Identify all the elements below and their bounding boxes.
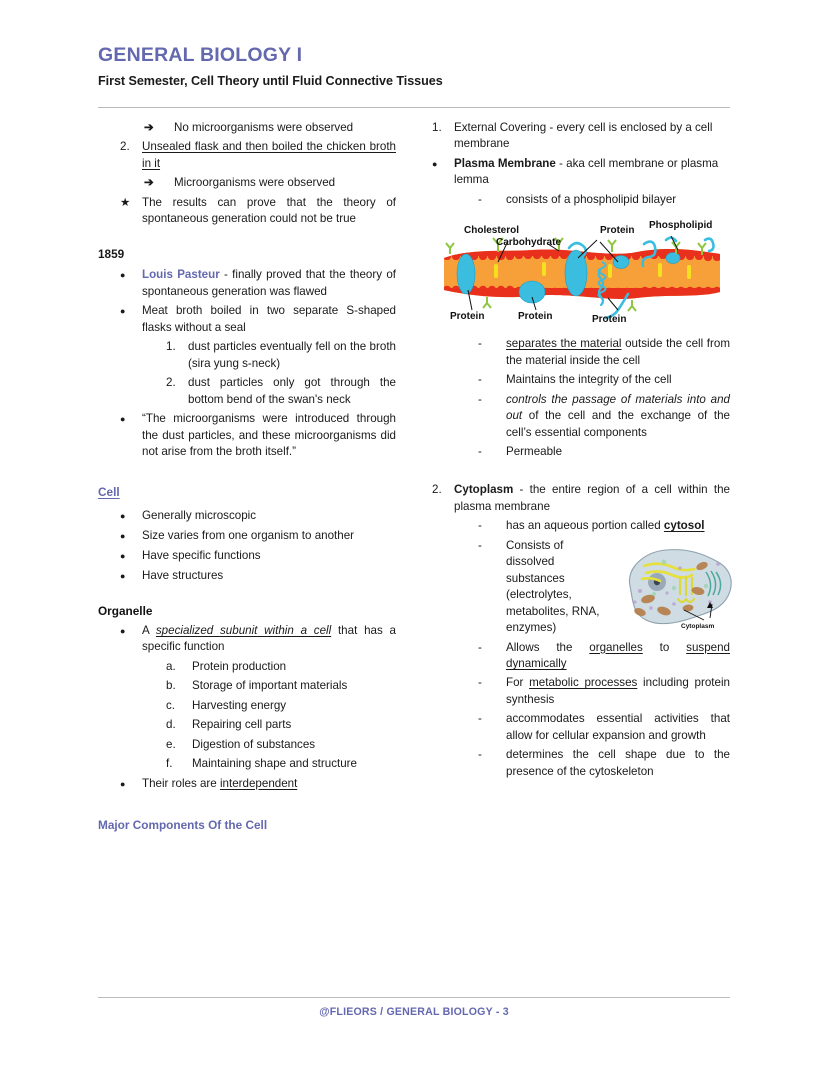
term-definition: - the entire region of a cell within the plasma membrane xyxy=(454,483,730,513)
list-item-label: dust particles only got through the bottom bend of the swan's neck xyxy=(188,376,396,406)
phospholipid-bilayer-figure xyxy=(432,218,730,330)
highlighted-term: Louis Pasteur xyxy=(142,268,220,282)
list-item-label: accommodates essential activities that allow for cellular expansion and growth xyxy=(506,712,730,742)
list-item xyxy=(120,139,396,172)
page-title: GENERAL BIOLOGY I xyxy=(98,44,303,66)
term-suspend-dynamically: suspend dynamically xyxy=(506,640,730,670)
list-item-label: Protein production xyxy=(192,659,287,673)
bullet-icon: ● xyxy=(120,551,126,562)
list-item-label: Harvesting energy xyxy=(192,698,287,712)
list-item-label: consists of a phospholipid bilayer xyxy=(506,192,677,206)
list-item xyxy=(166,375,396,408)
list-marker: b. xyxy=(166,679,176,693)
list-item-label: Have structures xyxy=(142,569,224,583)
bullet-icon: ● xyxy=(120,531,126,542)
list-marker: 1. xyxy=(432,121,442,134)
roles-prefix: Their roles are xyxy=(142,776,220,790)
list-item-label: Permeable xyxy=(506,444,563,458)
item-middle: to xyxy=(642,640,687,654)
list-item xyxy=(166,339,396,372)
list-item-label: No microorganisms were observed xyxy=(174,121,354,134)
list-item xyxy=(120,303,396,336)
list-item xyxy=(432,482,730,515)
list-item xyxy=(144,120,396,136)
list-item xyxy=(432,156,730,189)
dash-icon: - xyxy=(478,373,482,387)
list-marker: 2. xyxy=(120,140,130,154)
list-item xyxy=(478,392,730,441)
list-item-label xyxy=(142,776,396,792)
bilayer-label-protein-bottom: Protein xyxy=(592,314,627,326)
list-item-label: Maintaining shape and structure xyxy=(192,757,357,771)
list-item xyxy=(478,372,730,388)
bullet-icon: ● xyxy=(120,625,126,636)
list-item-label: Storage of important materials xyxy=(192,679,348,693)
bullet-icon: ● xyxy=(120,778,126,789)
bilayer-label-protein-left: Protein xyxy=(450,311,485,323)
bilayer-label-phospholipid: Phospholipid xyxy=(649,220,713,232)
list-item xyxy=(478,444,730,460)
list-item xyxy=(478,538,614,637)
dash-icon: - xyxy=(478,519,482,533)
quote-text: “The microorganisms were introduced through the dust particles, and these microorganisms did not arise from the broth itself.” xyxy=(142,412,396,458)
bullet-icon: ● xyxy=(120,306,126,317)
term-cytoplasm: Cytoplasm xyxy=(454,483,514,497)
list-item-label xyxy=(506,518,730,534)
list-marker: 2. xyxy=(166,376,176,390)
list-item xyxy=(478,336,730,369)
list-item-label xyxy=(454,156,730,189)
definition-emphasis: specialized subunit within a cell xyxy=(155,623,332,637)
section-heading-organelle: Organelle xyxy=(98,604,153,619)
list-item-label: Unsealed flask and then boiled the chicken broth in it xyxy=(142,140,396,170)
function-text: of the cell and the exchange of the cell’s essential components xyxy=(506,409,730,439)
term-definition: - aka cell membrane or plasma lemma xyxy=(454,156,719,187)
list-item xyxy=(166,698,396,714)
list-item-label xyxy=(506,336,730,369)
list-item xyxy=(120,195,396,228)
list-item-label: Consists of dissolved substances (electrolytes, metabolites, RNA, enzymes) xyxy=(506,538,600,635)
definition-suffix: that has a specific function xyxy=(142,623,396,654)
list-item-label: The results can prove that the theory of spontaneous generation could not be true xyxy=(142,195,396,226)
list-item xyxy=(478,711,730,744)
definition-prefix: A xyxy=(142,623,156,637)
list-item-text: - finally proved that the theory of spontaneous generation was flawed xyxy=(142,268,396,298)
bilayer-label-protein-top: Protein xyxy=(600,225,635,237)
list-item xyxy=(478,747,730,780)
list-item xyxy=(478,518,730,534)
bullet-icon: ● xyxy=(432,158,438,169)
term-metabolic-processes: metabolic processes xyxy=(529,676,638,690)
bilayer-label-protein-mid: Protein xyxy=(518,311,553,323)
header-divider xyxy=(98,107,730,108)
list-item-label xyxy=(142,623,396,656)
star-icon: ★ xyxy=(120,195,131,209)
list-item xyxy=(478,192,730,208)
list-marker: d. xyxy=(166,718,176,732)
cell-figure-label: Cytoplasm xyxy=(681,622,715,630)
item-prefix: has an aqueous portion called xyxy=(506,519,664,533)
cytoplasm-figure-wrap xyxy=(432,538,730,637)
cell-diagram-figure xyxy=(618,542,736,634)
list-item-label: External Covering - every cell is enclosed by a cell membrane xyxy=(454,121,713,151)
footer-divider xyxy=(98,997,730,998)
term-organelles: organelles xyxy=(589,640,643,654)
list-item-label: Digestion of substances xyxy=(192,737,316,751)
roles-emphasis: interdependent xyxy=(219,776,298,790)
dash-icon: - xyxy=(478,748,482,762)
term-cytosol: cytosol xyxy=(663,519,705,533)
list-marker: 1. xyxy=(166,340,176,354)
list-item xyxy=(120,776,396,793)
item-suffix: including protein synthesis xyxy=(506,676,730,706)
footer-label: @FLIEORS / GENERAL BIOLOGY - 3 xyxy=(319,1006,509,1018)
list-item xyxy=(478,675,730,708)
bullet-icon: ● xyxy=(120,414,126,425)
list-item-label: Have specific functions xyxy=(142,549,261,563)
dash-icon: - xyxy=(478,712,482,726)
list-item xyxy=(120,528,396,545)
dash-icon: - xyxy=(478,444,482,458)
list-item xyxy=(166,737,396,753)
section-heading-major-components: Major Components Of the Cell xyxy=(98,817,268,832)
list-item-label xyxy=(142,267,396,300)
list-item xyxy=(120,548,396,565)
list-item xyxy=(120,623,396,656)
list-item-label xyxy=(506,640,730,673)
dash-icon: - xyxy=(478,192,482,206)
list-item xyxy=(120,267,396,300)
dash-icon: - xyxy=(478,538,482,552)
term-plasma-membrane: Plasma Membrane xyxy=(454,156,556,170)
list-marker: e. xyxy=(166,737,176,751)
right-column xyxy=(432,120,730,833)
list-item-label: Generally microscopic xyxy=(142,509,257,523)
arrow-icon: ➔ xyxy=(144,121,154,134)
list-item-label: dust particles eventually fell on the broth (sira yung s-neck) xyxy=(188,340,396,370)
bullet-icon: ● xyxy=(120,270,126,281)
bullet-icon: ● xyxy=(120,511,126,522)
list-item xyxy=(120,568,396,585)
list-item xyxy=(120,411,396,460)
year-heading: 1859 xyxy=(98,246,125,261)
list-item xyxy=(120,508,396,525)
list-item-label: Maintains the integrity of the cell xyxy=(506,373,672,387)
item-prefix: For xyxy=(506,676,530,690)
list-marker: 2. xyxy=(432,483,442,497)
list-item-label: Microorganisms were observed xyxy=(174,176,336,190)
content-columns xyxy=(98,120,732,833)
dash-icon: - xyxy=(478,392,482,406)
list-item xyxy=(166,659,396,675)
dash-icon: - xyxy=(478,676,482,690)
list-item-label xyxy=(506,392,730,441)
dash-icon: - xyxy=(478,640,482,654)
list-marker: c. xyxy=(166,698,176,712)
list-item-label: determines the cell shape due to the presence of the cytoskeleton xyxy=(506,748,730,778)
function-text: outside the cell from the material inside the cell xyxy=(506,337,730,367)
list-item xyxy=(432,120,730,153)
bilayer-label-cholesterol: Cholesterol xyxy=(464,225,520,237)
list-item xyxy=(166,717,396,733)
list-item-label xyxy=(454,482,730,515)
function-emphasis: separates the material xyxy=(506,337,622,351)
dash-icon: - xyxy=(478,337,482,351)
bullet-icon: ● xyxy=(120,571,126,582)
arrow-icon: ➔ xyxy=(144,176,154,190)
bilayer-label-carbohydrate: Carbohydrate xyxy=(496,237,562,249)
page-subtitle: First Semester, Cell Theory until Fluid Connective Tissues xyxy=(98,74,443,88)
list-item xyxy=(166,756,396,772)
list-item-label: Meat broth boiled in two separate S-shaped flasks without a seal xyxy=(142,304,396,334)
item-prefix: Allows the xyxy=(506,640,590,654)
list-item xyxy=(478,640,730,673)
list-item xyxy=(166,678,396,694)
left-column xyxy=(98,120,396,833)
list-item xyxy=(144,175,396,191)
list-item-label: Size varies from one organism to another xyxy=(142,529,355,543)
list-item-label: Repairing cell parts xyxy=(192,718,292,732)
list-marker: a. xyxy=(166,659,176,673)
section-heading-cell: Cell xyxy=(98,485,120,500)
list-marker: f. xyxy=(166,757,173,771)
list-item-label xyxy=(506,675,730,708)
function-emphasis: controls the passage of materials into and out xyxy=(506,392,730,423)
